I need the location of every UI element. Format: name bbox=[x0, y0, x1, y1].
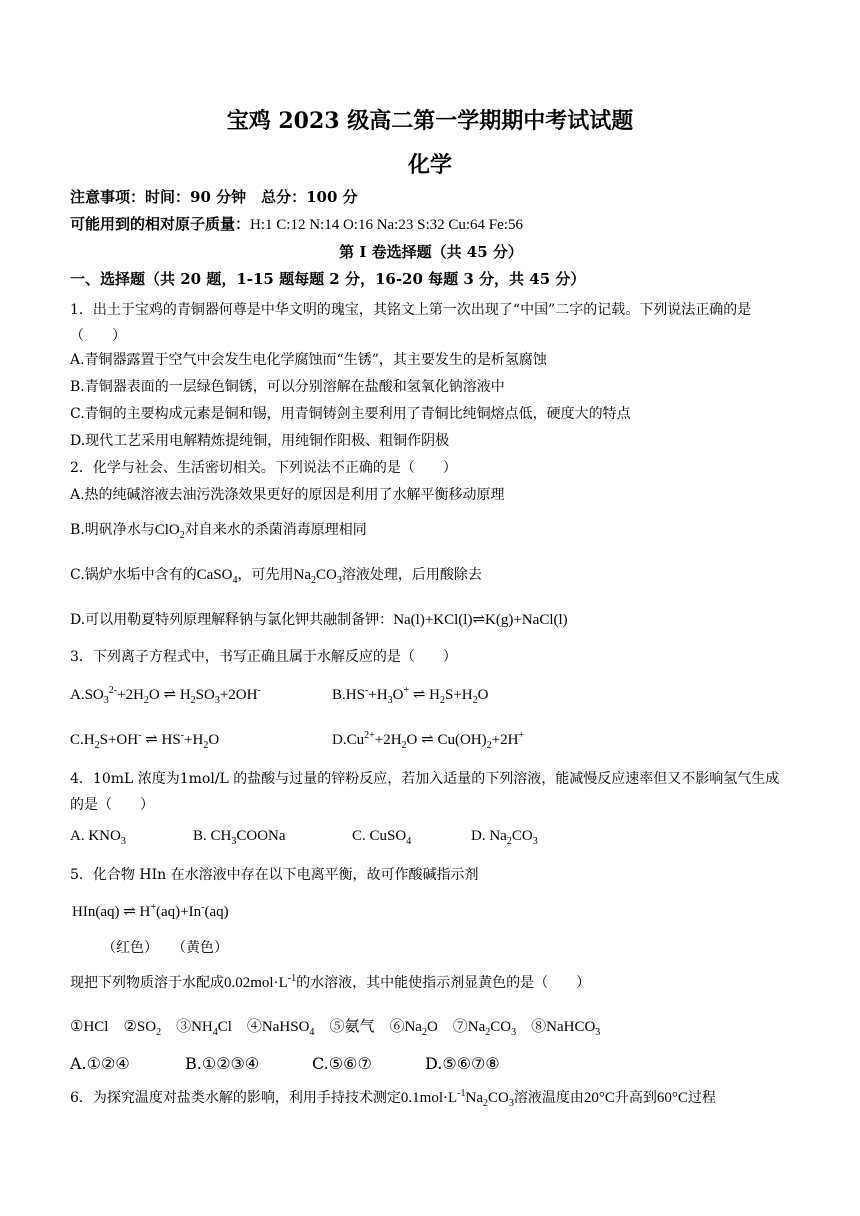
notice-line: 注意事项：时间：90 分钟 总分：100 分 bbox=[70, 188, 358, 206]
q4-option-a: A. $KNO_3$ bbox=[70, 828, 126, 847]
q2-stem: 2．化学与社会、生活密切相关。下列说法不正确的是（ ） bbox=[70, 460, 457, 476]
q5-option-c: C.⑤⑥⑦ bbox=[312, 1054, 372, 1073]
q1-option-b: B.青铜器表面的一层绿色铜锈，可以分别溶解在盐酸和氢氧化钠溶液中 bbox=[70, 379, 505, 395]
q3-option-a: $A.SO_3^{2-}+2H_2O$ ⇌ $H_2SO_3+2OH^-$ bbox=[70, 685, 261, 706]
q2-option-c: C.锅炉水垢中含有的CaSO$_4$，可先用$Na_2CO_3$溶液处理，后用酸除去 bbox=[70, 567, 482, 586]
q5-stem: 5．化合物 HIn 在水溶液中存在以下电离平衡，故可作酸碱指示剂 bbox=[70, 867, 479, 883]
q5-colors: （红色） （黄色） bbox=[102, 940, 228, 956]
q3-option-d: $D.Cu^{2+}+2H_2O$ ⇌ $Cu(OH)_2+2H^+$ bbox=[332, 730, 525, 751]
atomic-mass-label: 可能用到的相对原子质量： bbox=[70, 215, 251, 233]
q6-stem: 6．为探究温度对盐类水解的影响，利用手持技术测定$0.1mol\cdot L^{-1}Na_2CO_3$溶液温度由20°C升高到60°C过程 bbox=[70, 1088, 716, 1109]
exam-title: 宝鸡 2023 级高二第一学期期中考试试题 bbox=[226, 108, 634, 134]
q3-option-b: $B.HS^-+H_3O^+$ ⇌ $H_2S+H_2O$ bbox=[332, 685, 489, 706]
q5-option-b: B.①②③④ bbox=[185, 1054, 260, 1073]
atomic-mass-values: H:1 C:12 N:14 O:16 Na:23 S:32 Cu:64 Fe:56 bbox=[250, 217, 523, 233]
q4-option-c: C. CuSO$_4$ bbox=[352, 828, 412, 847]
q5-equation: HIn(aq) ⇌ H+(aq)+In-(aq) bbox=[72, 902, 229, 920]
q1-option-d: D.现代工艺采用电解精炼提纯铜，用纯铜作阳极、粗铜作阴极 bbox=[70, 433, 450, 449]
q3-stem: 3．下列离子方程式中，书写正确且属于水解反应的是（ ） bbox=[70, 649, 457, 665]
q5-substances: ①HCl $②SO_2$ $③NH_4Cl$ ④NaHSO$_4$ ⑤氨气 $⑥Na_2O$ $⑦Na_2CO_3$ ⑧NaHCO$_3$ bbox=[70, 1019, 601, 1038]
equilibrium-arrow-icon: ⇌ bbox=[472, 612, 486, 628]
section-title: 一、选择题（共 20 题，1-15 题每题 2 分，16-20 每题 3 分，共 45 分） bbox=[70, 270, 586, 288]
part-title: 第 I 卷选择题（共 45 分） bbox=[339, 243, 523, 261]
q5-option-d: D.⑤⑥⑦⑧ bbox=[425, 1054, 500, 1073]
q1-option-c: C.青铜的主要构成元素是铜和锡，用青铜铸剑主要利用了青铜比纯铜熔点低，硬度大的特点 bbox=[70, 406, 631, 422]
q2-option-a: A.热的纯碱溶液去油污洗涤效果更好的原因是利用了水解平衡移动原理 bbox=[70, 487, 505, 503]
q5-option-a: A.①②④ bbox=[70, 1054, 130, 1073]
q1-stem: 1．出土于宝鸡的青铜器何尊是中华文明的瑰宝，其铭文上第一次出现了“中国”二字的记载。下列说法正确的是（ ） bbox=[70, 302, 752, 344]
q2-option-d: D.可以用勒夏特列原理解释钠与氯化钾共融制备钾：Na(l)+KCl(l)⇌K(g)+NaCl(l) bbox=[70, 612, 568, 628]
q2-option-b: B.明矾净水与ClO$_2$对自来水的杀菌消毒原理相同 bbox=[70, 522, 367, 541]
q3-option-c: $C.H_2S+OH^-$ ⇌ $HS^-+H_2O$ bbox=[70, 730, 220, 751]
atomic-mass-line bbox=[70, 215, 792, 234]
q4-stem: 4．10mL 浓度为1mol/L 的盐酸与过量的锌粉反应，若加入适量的下列溶液，能减慢反应速率但又不影响氢气生成的是（ ） bbox=[70, 771, 780, 813]
q1-option-a: A.青铜器露置于空气中会发生电化学腐蚀而“生锈”，其主要发生的是析氢腐蚀 bbox=[70, 352, 547, 368]
q4-option-d: D. $Na_2CO_3$ bbox=[471, 828, 538, 847]
q4-option-b: B. $CH_3COONa$ bbox=[193, 828, 286, 847]
subject-title: 化学 bbox=[407, 152, 452, 178]
q5-prompt: 现把下列物质溶于水配成$0.02mol\cdot L^{-1}$的水溶液，其中能使指示剂显黄色的是（ ） bbox=[70, 973, 591, 991]
